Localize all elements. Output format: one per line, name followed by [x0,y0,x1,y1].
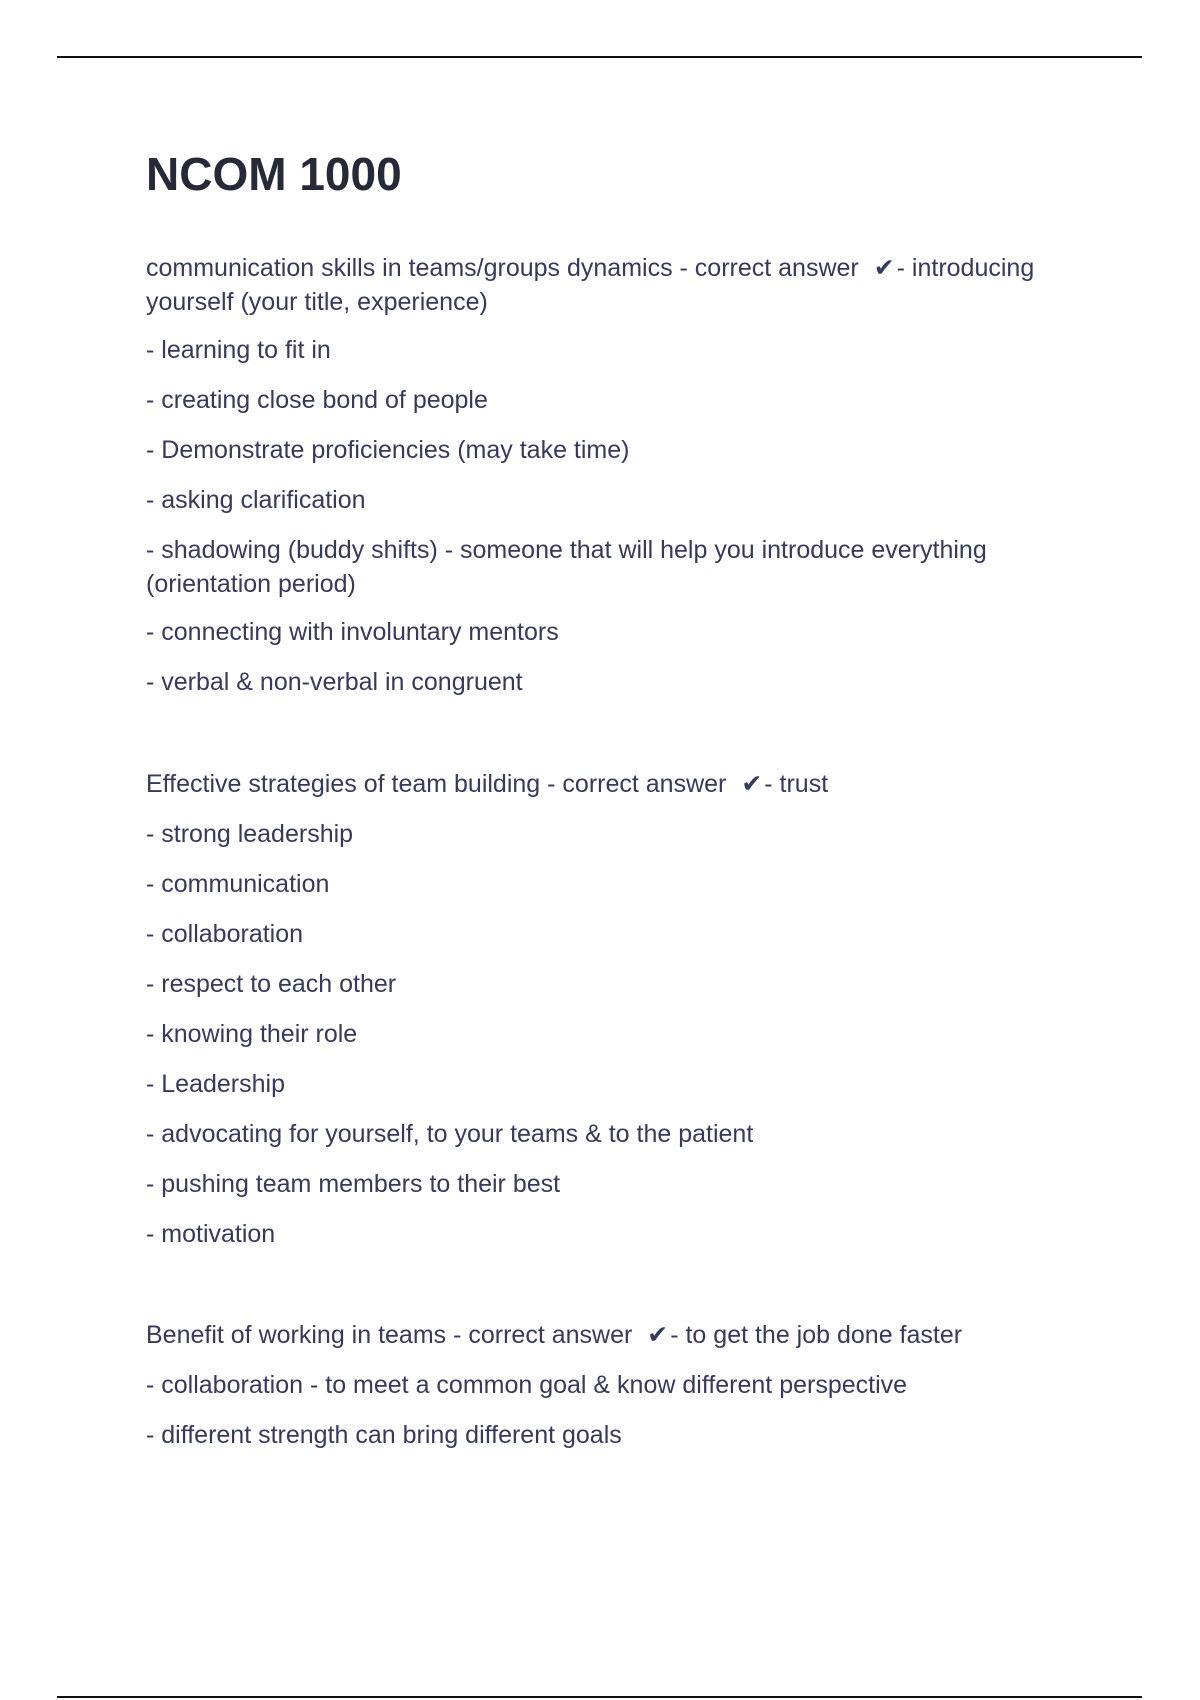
answer-item: - communication [146,870,330,898]
qa-section-2 [146,767,1086,1251]
bottom-rule [57,1696,1142,1698]
question-text: communication skills in teams/groups dynamics - correct answer [146,254,859,282]
answer-item: - verbal & non-verbal in congruent [146,668,523,696]
first-answer: - trust [764,770,829,798]
answer-item: - knowing their role [146,1020,358,1048]
answer-item: - pushing team members to their best [146,1170,561,1198]
answer-item: - different strength can bring different goals [146,1421,622,1449]
checkmark-icon: ✔ [741,770,763,798]
answer-item: - Demonstrate proficiencies (may take time) [146,436,630,464]
qa-section-3 [146,1318,1086,1452]
question-line [146,767,1086,801]
question-line [146,251,1086,319]
document-title: NCOM 1000 [146,148,402,200]
answer-item: - learning to fit in [146,336,331,364]
top-rule [57,56,1142,58]
checkmark-icon: ✔ [873,254,895,282]
question-text: Benefit of working in teams - correct answer [146,1321,633,1349]
checkmark-icon: ✔ [647,1321,669,1349]
question-line [146,1318,1086,1352]
question-text: Effective strategies of team building - correct answer [146,770,727,798]
answer-item: - respect to each other [146,970,397,998]
answer-item: - creating close bond of people [146,386,488,414]
qa-section-1 [146,251,1086,699]
answer-item: - collaboration - to meet a common goal & know different perspective [146,1371,908,1399]
answer-item: - motivation [146,1220,276,1248]
first-answer: - introducing yourself (your title, experience) [146,254,1035,316]
answer-item: - strong leadership [146,820,354,848]
answer-item: - connecting with involuntary mentors [146,618,559,646]
answer-item: - Leadership [146,1070,285,1098]
first-answer: - to get the job done faster [670,1321,963,1349]
answer-item: - asking clarification [146,486,366,514]
answer-item: - shadowing (buddy shifts) - someone that will help you introduce everything (orientation period) [146,536,987,598]
answer-item: - collaboration [146,920,304,948]
answer-item: - advocating for yourself, to your teams & to the patient [146,1120,754,1148]
